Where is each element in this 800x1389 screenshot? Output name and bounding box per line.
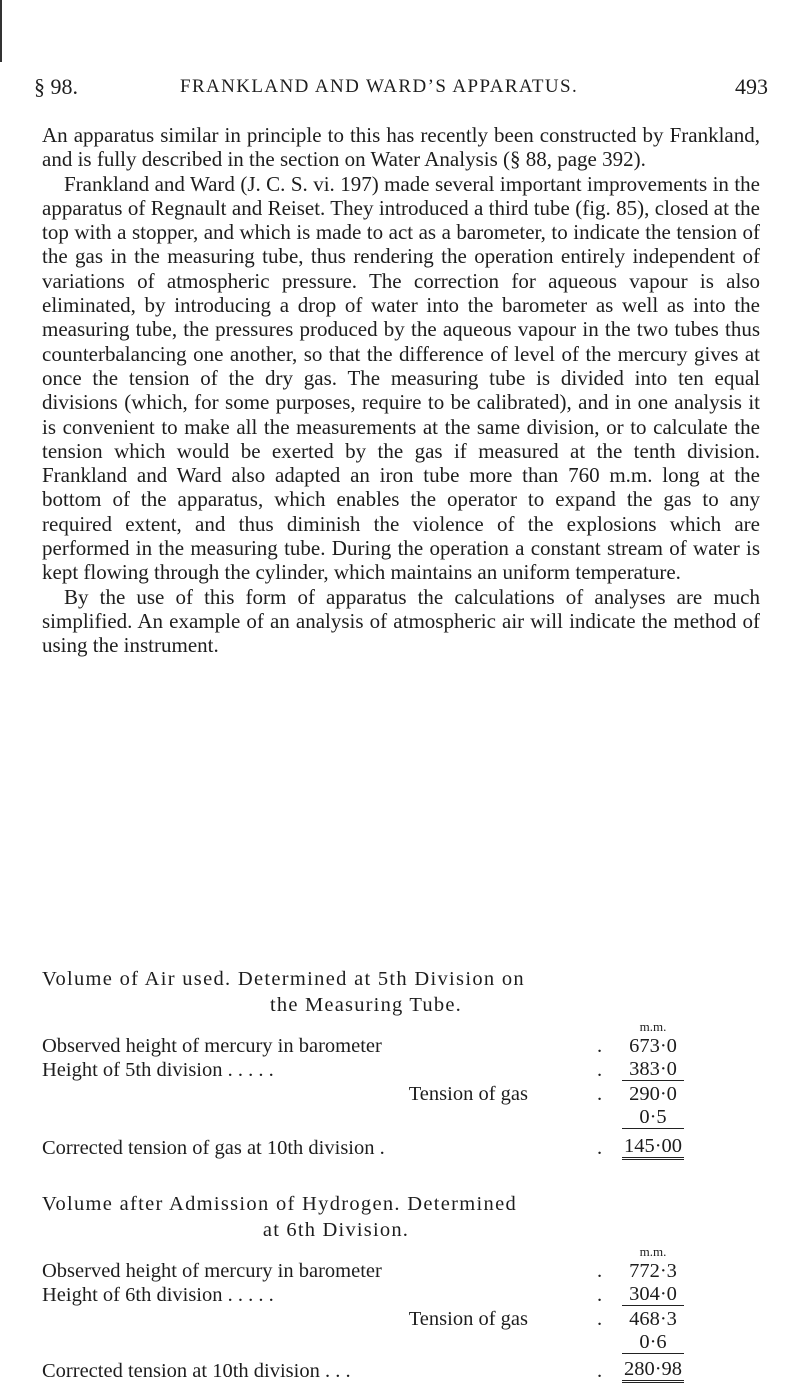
table-row <box>42 1359 760 1383</box>
page-edge-rule <box>0 0 2 62</box>
row-label: Corrected tension of gas at 10th division . <box>42 1137 385 1159</box>
row-leader: . <box>597 1360 603 1382</box>
row-label: Tension of gas <box>408 1308 528 1330</box>
row-value: 468·3 <box>629 1308 677 1330</box>
row-value: 772·3 <box>629 1260 677 1282</box>
unit-label: m.m. <box>639 1244 667 1259</box>
table-subheading: the Measuring Tube. <box>270 994 462 1016</box>
paragraph-calculations: By the use of this form of apparatus the calculations of analyses are much simplified. An example of an analysis of atmospheric air will indicate the method of using the instrument. <box>42 584 760 658</box>
section-number: § 98. <box>34 74 78 99</box>
table-row <box>42 1082 760 1106</box>
table-row <box>42 1259 760 1283</box>
row-label: Observed height of mercury in barometer <box>42 1260 382 1282</box>
unit-label: m.m. <box>639 1019 667 1034</box>
table-row <box>42 1034 760 1058</box>
table-row <box>42 1136 760 1160</box>
paragraph-intro: An apparatus similar in principle to this has recently been constructed by Frankland, and is fully described in the section on Water Analysis (§ 88, page 392). <box>42 123 760 172</box>
row-leader: . <box>597 1284 603 1306</box>
row-leader: . <box>597 1059 603 1081</box>
row-leader: . <box>597 1035 603 1057</box>
body-text <box>42 123 760 658</box>
table-heading: Volume of Air used. Determined at 5th Division on <box>42 968 525 990</box>
table-row <box>42 1331 760 1355</box>
table-row <box>42 1307 760 1331</box>
row-value: 290·0 <box>629 1083 677 1105</box>
table-after-hydrogen <box>42 1191 760 1383</box>
unit-row <box>42 1020 760 1034</box>
page-number: 493 <box>735 74 768 99</box>
row-value: 0·5 <box>622 1106 684 1129</box>
running-header <box>34 74 768 104</box>
row-value: 145·00 <box>622 1136 684 1160</box>
row-leader: . <box>597 1260 603 1282</box>
row-leader: . <box>597 1308 603 1330</box>
row-label: Observed height of mercury in barometer <box>42 1035 382 1057</box>
row-leader: . <box>597 1083 603 1105</box>
row-label: Tension of gas <box>408 1083 528 1105</box>
row-value: 304·0 <box>622 1283 684 1306</box>
row-label: Height of 5th division . . . . . <box>42 1059 274 1081</box>
row-leader: . <box>597 1137 603 1159</box>
row-label: Height of 6th division . . . . . <box>42 1284 274 1306</box>
row-label: Corrected tension at 10th division . . . <box>42 1360 351 1382</box>
row-value: 280·98 <box>622 1359 684 1383</box>
row-value: 383·0 <box>622 1058 684 1081</box>
table-air-volume <box>42 966 760 1160</box>
table-row <box>42 1058 760 1082</box>
table-row <box>42 1283 760 1307</box>
row-value: 0·6 <box>622 1331 684 1354</box>
running-title: FRANKLAND AND WARD’S APPARATUS. <box>180 76 579 97</box>
paragraph-frankland-ward: Frankland and Ward (J. C. S. vi. 197) made several important improvements in the apparatus of Regnault and Reiset. They introduced a third tube (fig. 85), closed at the top with a stopper, and which is made to act as a barometer, to indicate the tension of the gas in the measuring tube, thus rendering the operation entirely independent of variations of atmospheric pressure. The correction for aqueous vapour is also eliminated, by introducing a drop of water into the barometer as well as into the measuring tube, the pressures produced by the aqueous vapour in the two tubes thus counterbalancing one another, so that the difference of level of the mercury gives at once the tension of the dry gas. The measuring tube is divided into ten equal divisions (which, for some purposes, require to be calibrated), and in one analysis it is convenient to make all the measurements at the same division, or to calculate the tension which would be exerted by the gas if measured at the tenth division. Frankland and Ward also adapted an iron tube more than 760 m.m. long at the bottom of the apparatus, which enables the operator to expand the gas to any required extent, and thus diminish the violence of the explosions which are performed in the measuring tube. During the operation a constant stream of water is kept flowing through the cylinder, which maintains an uniform temperature. <box>42 171 760 585</box>
table-row <box>42 1106 760 1130</box>
row-value: 673·0 <box>629 1035 677 1057</box>
table-heading: Volume after Admission of Hydrogen. Determined <box>42 1193 518 1215</box>
table-subheading: at 6th Division. <box>262 1219 410 1241</box>
unit-row <box>42 1245 760 1259</box>
